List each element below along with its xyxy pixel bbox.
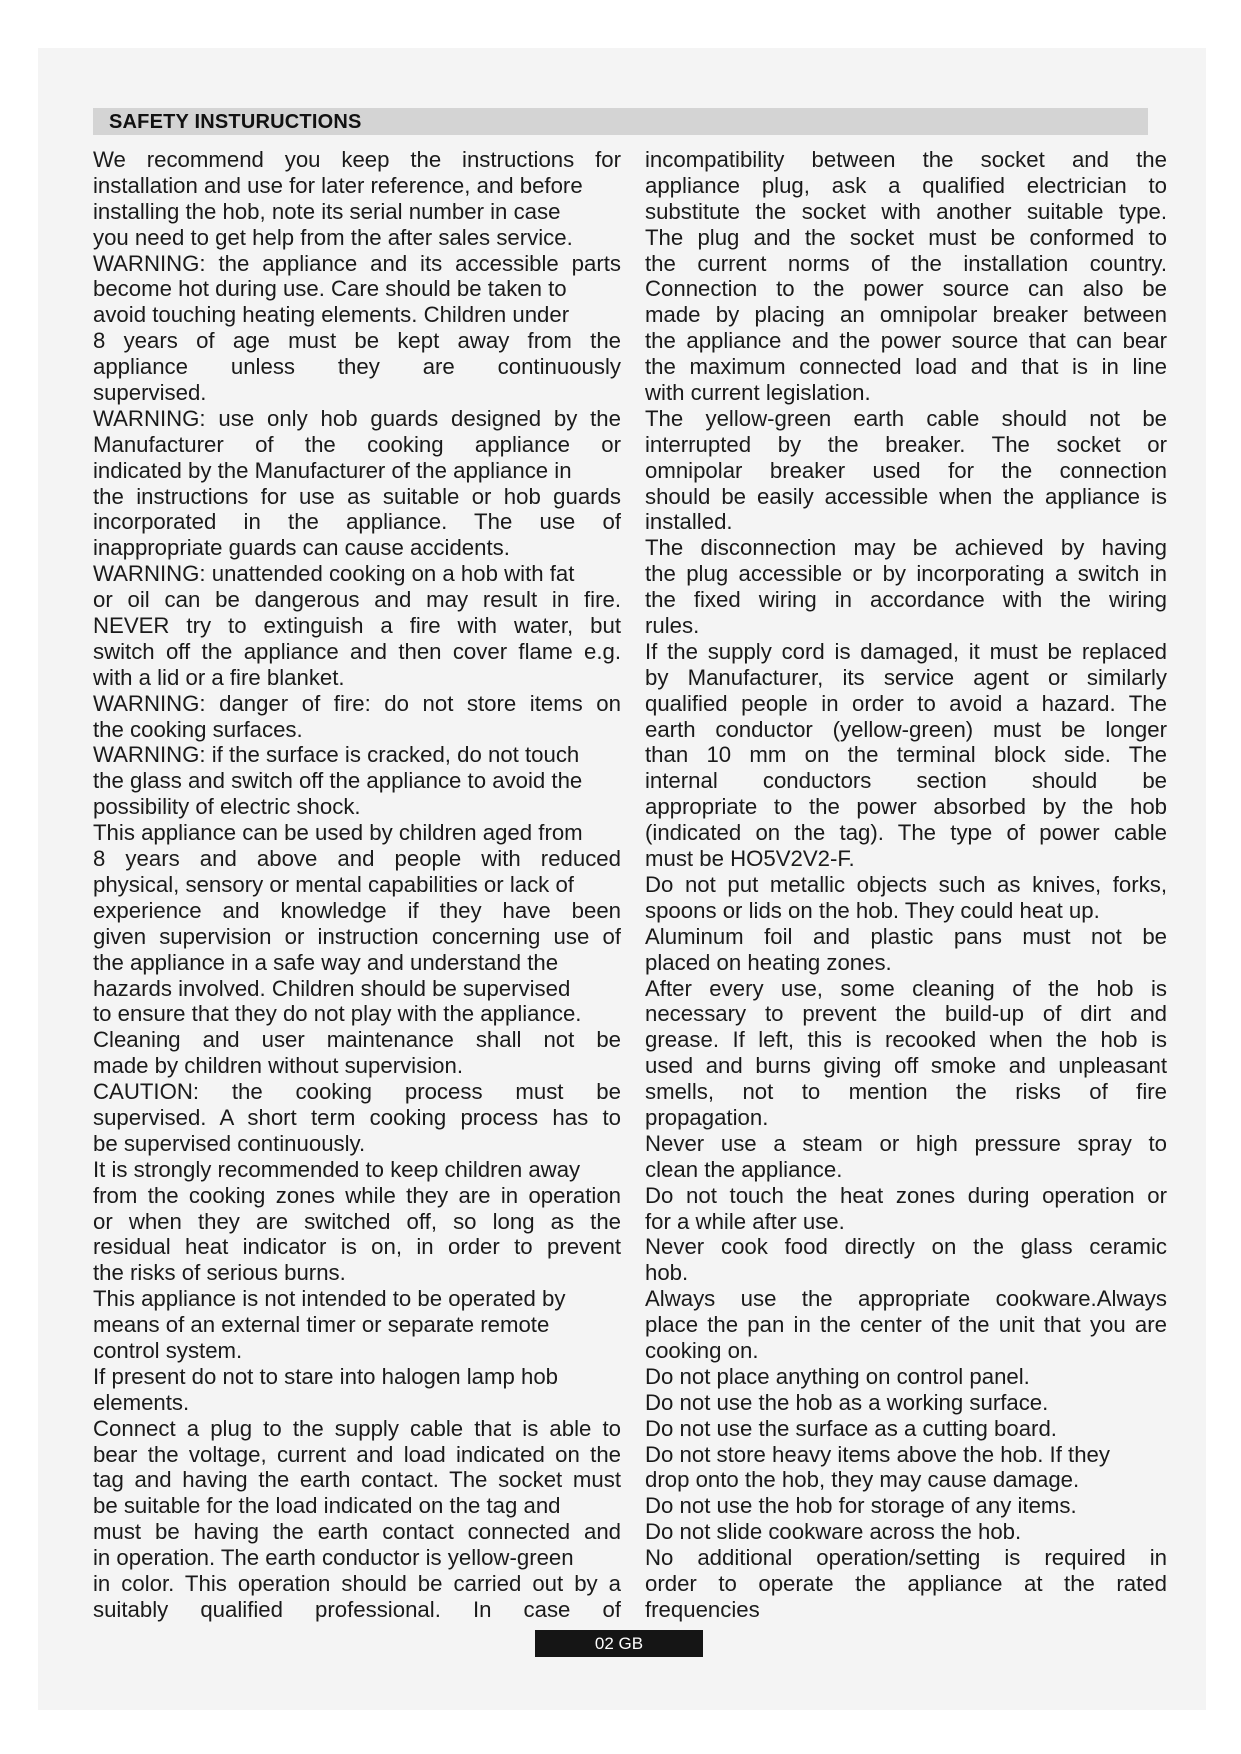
right-text-line: qualified people in order to avoid a hazard. The [645,690,1167,716]
right-text-line: place the pan in the center of the unit that you are [645,1312,1167,1338]
left-text-line: to ensure that they do not play with the appliance. [93,1001,582,1027]
right-text-line: Connection to the power source can also be [645,276,1167,302]
right-text-line: clean the appliance. [645,1156,843,1182]
left-text-line: or when they are switched off, so long as the [93,1208,621,1234]
right-text-line: smells, not to mention the risks of fire [645,1079,1167,1105]
right-text-line: incompatibility between the socket and the [645,147,1167,172]
left-text-line: WARNING: unattended cooking on a hob with fat [93,561,575,587]
right-text-line: rules. [645,613,700,639]
right-text-line: appliance plug, ask a qualified electrician to [645,172,1167,198]
left-text-line: residual heat indicator is on, in order to prevent [93,1234,621,1260]
right-text-line: If the supply cord is damaged, it must be replaced [645,638,1167,664]
right-text-line: The yellow-green earth cable should not be [645,405,1167,431]
left-text-line: in operation. The earth conductor is yellow-green [93,1545,574,1571]
left-text-line: elements. [93,1389,190,1415]
left-text-line: This appliance can be used by children aged from [93,820,583,846]
left-text-line: installing the hob, note its serial number in case [93,198,561,224]
left-text-line: hazards involved. Children should be supervised [93,975,571,1001]
right-text-line: frequencies [645,1596,760,1622]
left-text-line: Cleaning and user maintenance shall not be [93,1027,621,1053]
right-text-line: internal conductors section should be [645,768,1167,794]
right-text-line: order to operate the appliance at the rated [645,1570,1167,1596]
left-text-column [93,147,621,1623]
right-text-line: by Manufacturer, its service agent or similarly [645,664,1167,690]
right-text-column [645,147,1167,1623]
left-text-line: you need to get help from the after sales service. [93,224,573,250]
left-text-line: WARNING: use only hob guards designed by the [93,405,621,431]
left-text-line: CAUTION: the cooking process must be [93,1079,621,1105]
left-text-line: WARNING: if the surface is cracked, do not touch [93,742,580,768]
right-text-line: The plug and the socket must be conformed to [645,224,1167,250]
right-text-line: necessary to prevent the build-up of dirt and [645,1001,1167,1027]
left-text-line: must be having the earth contact connected and [93,1519,621,1545]
right-text-line: The disconnection may be achieved by having [645,535,1167,561]
right-text-line: placed on heating zones. [645,949,892,975]
left-text-line: 8 years of age must be kept away from the [93,328,621,354]
left-text-line: switch off the appliance and then cover flame e.g. [93,638,621,664]
right-text-line: must be HO5V2V2-F. [645,846,855,872]
left-text-line: 8 years and above and people with reduced [93,846,621,872]
left-text-line: bear the voltage, current and load indicated on the [93,1441,621,1467]
right-text-line: drop onto the hob, they may cause damage. [645,1467,1080,1493]
left-text-line: WARNING: danger of fire: do not store items on [93,690,621,716]
right-text-line: the fixed wiring in accordance with the wiring [645,587,1167,613]
right-text-line: hob. [645,1260,689,1286]
left-text-line: installation and use for later reference, and before [93,172,583,198]
left-text-line: experience and knowledge if they have been [93,897,621,923]
left-text-line: become hot during use. Care should be taken to [93,276,567,302]
right-text-line: earth conductor (yellow-green) must be longer [645,716,1167,742]
right-text-line: Do not use the hob for storage of any items. [645,1493,1077,1519]
left-text-line: physical, sensory or mental capabilities or lack of [93,871,574,897]
right-text-line: the current norms of the installation country. [645,250,1167,276]
right-text-line: appropriate to the power absorbed by the hob [645,794,1167,820]
left-text-line: be supervised continuously. [93,1130,366,1156]
left-text-line: indicated by the Manufacturer of the appliance in [93,457,572,483]
left-text-line: from the cooking zones while they are in operation [93,1182,621,1208]
left-text-line: supervised. [93,380,207,406]
right-text-line: omnipolar breaker used for the connection [645,457,1167,483]
left-text-line: the instructions for use as suitable or hob guards [93,483,621,509]
left-text-line: the glass and switch off the appliance to avoid the [93,768,583,794]
right-text-line: the appliance and the power source that can bear [645,328,1167,354]
right-text-line: installed. [645,509,733,535]
page-number: 02 GB [535,1630,703,1657]
right-text-line: Do not place anything on control panel. [645,1363,1030,1389]
right-text-line: (indicated on the tag). The type of power cable [645,820,1167,846]
right-text-line: with current legislation. [645,380,871,406]
right-text-line: Do not use the hob as a working surface. [645,1389,1049,1415]
left-text-line: WARNING: the appliance and its accessible parts [93,250,621,276]
left-text-line: If present do not to stare into halogen lamp hob [93,1363,559,1389]
right-text-line: cooking on. [645,1337,759,1363]
left-text-line: the risks of serious burns. [93,1260,346,1286]
left-text-line: appliance unless they are continuously [93,354,621,380]
right-text-line: used and burns giving off smoke and unpleasant [645,1053,1167,1079]
right-text-line: Do not slide cookware across the hob. [645,1519,1022,1545]
left-text-line: control system. [93,1337,243,1363]
right-text-line: Do not use the surface as a cutting board. [645,1415,1057,1441]
right-text-line: interrupted by the breaker. The socket or [645,431,1167,457]
left-text-line: incorporated in the appliance. The use of [93,509,621,535]
left-text-line: the appliance in a safe way and understand the [93,949,559,975]
right-text-line: Do not store heavy items above the hob. If they [645,1441,1110,1467]
right-text-line: Always use the appropriate cookware.Always [645,1286,1167,1312]
section-title: SAFETY INSTURUCTIONS [109,111,362,133]
right-text-line: made by placing an omnipolar breaker between [645,302,1167,328]
right-text-line: spoons or lids on the hob. They could heat up. [645,897,1100,923]
left-text-line: Connect a plug to the supply cable that is able to [93,1415,621,1441]
left-text-line: It is strongly recommended to keep children away [93,1156,581,1182]
right-text-line: substitute the socket with another suitable type. [645,198,1167,224]
left-text-line: or oil can be dangerous and may result in fire. [93,587,621,613]
left-text-line: tag and having the earth contact. The socket must [93,1467,621,1493]
right-text-line: grease. If left, this is recooked when the hob is [645,1027,1167,1053]
left-text-line: supervised. A short term cooking process has to [93,1104,621,1130]
right-text-line: Never use a steam or high pressure spray to [645,1130,1167,1156]
right-text-line: Do not put metallic objects such as knives, forks, [645,871,1167,897]
right-text-line: After every use, some cleaning of the hob is [645,975,1167,1001]
right-text-line: the plug accessible or by incorporating a switch in [645,561,1167,587]
right-text-line: No additional operation/setting is required in [645,1545,1167,1571]
left-text-line: possibility of electric shock. [93,794,361,820]
left-text-line: be suitable for the load indicated on the tag and [93,1493,561,1519]
left-text-line: inappropriate guards can cause accidents. [93,535,510,561]
right-text-line: propagation. [645,1104,769,1130]
right-text-line: should be easily accessible when the appliance is [645,483,1167,509]
right-text-line: than 10 mm on the terminal block side. The [645,742,1167,768]
left-text-line: NEVER try to extinguish a fire with water, but [93,613,621,639]
section-header-bar [93,108,1148,135]
left-text-line: means of an external timer or separate remote [93,1312,550,1338]
right-text-line: the maximum connected load and that is in line [645,354,1167,380]
left-text-line: made by children without supervision. [93,1053,463,1079]
right-text-line: Never cook food directly on the glass ceramic [645,1234,1167,1260]
left-text-line: We recommend you keep the instructions for [93,147,621,172]
right-text-line: Aluminum foil and plastic pans must not be [645,923,1167,949]
left-text-line: with a lid or a fire blanket. [93,664,345,690]
left-text-line: given supervision or instruction concerning use of [93,923,621,949]
left-text-line: the cooking surfaces. [93,716,303,742]
left-text-line: This appliance is not intended to be operated by [93,1286,566,1312]
left-text-line: avoid touching heating elements. Children under [93,302,570,328]
left-text-line: suitably qualified professional. In case of [93,1596,621,1622]
right-text-line: for a while after use. [645,1208,845,1234]
left-text-line: Manufacturer of the cooking appliance or [93,431,621,457]
left-text-line: in color. This operation should be carried out by a [93,1570,621,1596]
right-text-line: Do not touch the heat zones during operation or [645,1182,1167,1208]
